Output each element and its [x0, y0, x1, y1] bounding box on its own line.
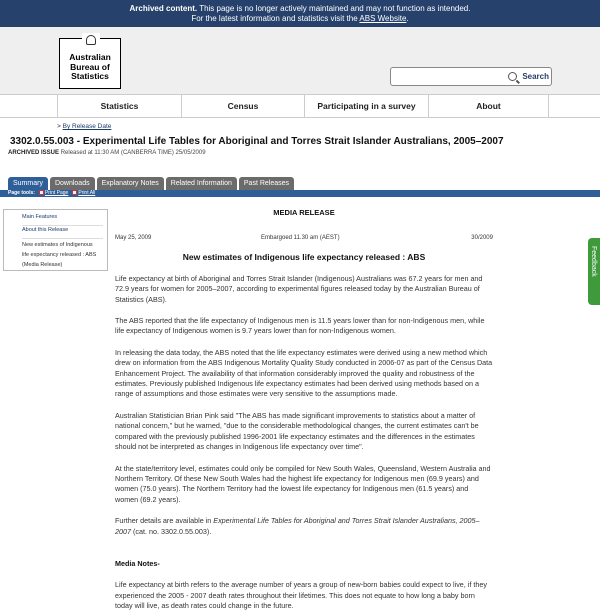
- media-release-heading: MEDIA RELEASE: [273, 208, 335, 217]
- release-embargo: Embargoed 11.30 am (AEST): [261, 235, 340, 242]
- tab-past-releases[interactable]: Past Releases: [239, 177, 294, 190]
- sidebar: [3, 209, 108, 271]
- nav-statistics[interactable]: Statistics: [57, 95, 181, 117]
- paragraph-6-intro: Further details are available in: [115, 516, 212, 526]
- breadcrumb-prefix: >: [57, 123, 61, 130]
- breadcrumb-by-release-date[interactable]: By Release Date: [62, 123, 112, 130]
- page-tools: [8, 190, 95, 197]
- tab-related-information[interactable]: Related Information: [166, 177, 237, 190]
- release-time: Released at 11:30 AM (CANBERRA TIME) 25/05/2009: [60, 150, 206, 156]
- search-button[interactable]: [508, 69, 549, 84]
- print-page-icon: [39, 190, 44, 195]
- release-paragraph-4: Australian Statistician Brian Pink said "The ABS has made significant improvements to statistics about a matter of national concern," but he warned, "due to the considerable methodological changes, the current estimates can't be compared with the previously published 1996-2001 life expectancy estimates and the differences in the estimates should not be interpreted as changes in Indigenous life expectancy over time".: [115, 410, 479, 452]
- release-date: May 25, 2009: [115, 235, 152, 242]
- nav-participating-survey[interactable]: Participating in a survey: [304, 95, 428, 117]
- page-title: 3302.0.55.003 - Experimental Life Tables for Aboriginal and Torres Strait Islander Australians, 2005–2007: [10, 136, 504, 147]
- release-headline: New estimates of Indigenous life expectancy released : ABS: [182, 252, 426, 263]
- search-icon: [508, 72, 517, 81]
- archived-issue-label: ARCHIVED ISSUE: [8, 150, 60, 156]
- archive-banner-text-2: For the latest information and statistics visit the: [191, 14, 358, 23]
- archived-issue-line: [8, 150, 206, 156]
- search-input[interactable]: [390, 67, 552, 86]
- release-meta-row: [115, 233, 493, 243]
- breadcrumb: [57, 123, 111, 130]
- release-paragraph-5: At the state/territory level, estimates could only be compiled for New South Wales, Queensland, Western Australia and Northern Territory. Of these New South Wales had the highest life expectancy for Indigenous men (69.9 years) and women (75.0 years). The Northern Territory had the lowest life expectancy for Indigenous men (61.5 years) and women (69.2 years).: [115, 463, 491, 504]
- archive-banner-period: .: [406, 14, 409, 23]
- archive-banner: [0, 0, 600, 27]
- sidebar-item-about-release[interactable]: About this Release: [22, 226, 103, 239]
- release-number: 30/2009: [471, 235, 493, 242]
- tab-downloads[interactable]: Downloads: [50, 177, 95, 190]
- tab-explanatory-notes[interactable]: Explanatory Notes: [97, 177, 164, 190]
- sidebar-current-line-3: (Media Release): [22, 262, 63, 268]
- logo-line-1: Australian: [69, 52, 111, 62]
- page-tools-label: Page tools:: [8, 190, 35, 196]
- release-paragraph-1: Life expectancy at birth of Aboriginal and Torres Strait Islander (Indigenous) Australians was 67.2 years for men and 72.9 years for women for 2005–2007, according to experimental figures released today by the Australian Bureau of Statistics (ABS).: [115, 273, 483, 304]
- paragraph-6-catalogue: (cat. no. 3302.0.55.003).: [133, 526, 212, 536]
- media-notes-heading: Media Notes-: [115, 558, 160, 568]
- publication-title: Experimental Life Tables for Aboriginal and Torres Strait Islander Australians, 2005–2007: [115, 516, 480, 536]
- media-release-content: [115, 208, 493, 612]
- logo-line-3: Statistics: [71, 71, 109, 81]
- print-all-icon: [72, 190, 77, 195]
- release-paragraph-2: The ABS reported that the life expectancy of Indigenous men is 11.5 years lower than for non-Indigenous men, while life expectancy of Indigenous women is 9.7 years lower than for non-Indigenous women.: [115, 316, 485, 336]
- abs-logo[interactable]: [59, 38, 121, 89]
- abs-website-link[interactable]: ABS Website: [359, 14, 407, 23]
- sidebar-item-main-features[interactable]: Main Features: [22, 213, 103, 226]
- sidebar-item-current: [22, 240, 103, 270]
- archive-banner-text: This page is no longer actively maintained and may not function as intended.: [199, 4, 471, 13]
- nav-about[interactable]: About: [428, 95, 549, 117]
- nav-census[interactable]: Census: [181, 95, 304, 117]
- release-paragraph-6: [115, 516, 493, 537]
- content-tabs: [8, 177, 294, 190]
- feedback-label: Feedback: [590, 246, 597, 277]
- print-page-link[interactable]: Print Page: [44, 190, 69, 196]
- site-header: [0, 27, 600, 94]
- feedback-tab[interactable]: [588, 238, 600, 305]
- sidebar-current-line-2: life expectancy released : ABS: [22, 252, 97, 258]
- archive-banner-bold: Archived content.: [129, 4, 198, 13]
- tab-summary[interactable]: Summary: [8, 177, 48, 190]
- sidebar-current-line-1: New estimates of Indigenous: [22, 242, 93, 248]
- main-nav: [0, 94, 600, 118]
- search-button-label: Search: [522, 72, 549, 81]
- logo-line-2: Bureau of: [70, 61, 110, 72]
- print-all-link[interactable]: Print All: [78, 190, 96, 196]
- release-paragraph-3: In releasing the data today, the ABS noted that the life expectancy estimates were derived using a new method which drew on information from the ABS Indigenous Mortality Quality Study conducted in 2006-07 as part of the Census Data Enhancement Project. The availability of that information considerably improved the quality and robustness of the estimates. Previously published Indigenous life expectancy estimates had been derived using methods based on a range of assumptions and those estimates were very sensitive to the assumptions made.: [115, 347, 493, 399]
- coat-of-arms-icon: [82, 33, 100, 47]
- media-notes-paragraph: Life expectancy at birth refers to the average number of years a group of new-born babies could expect to live, if they experienced the 2005 - 2007 death rates throughout their lifetimes. This does not equate to how long a baby born today will live, as death rates could change in the future.: [115, 580, 487, 611]
